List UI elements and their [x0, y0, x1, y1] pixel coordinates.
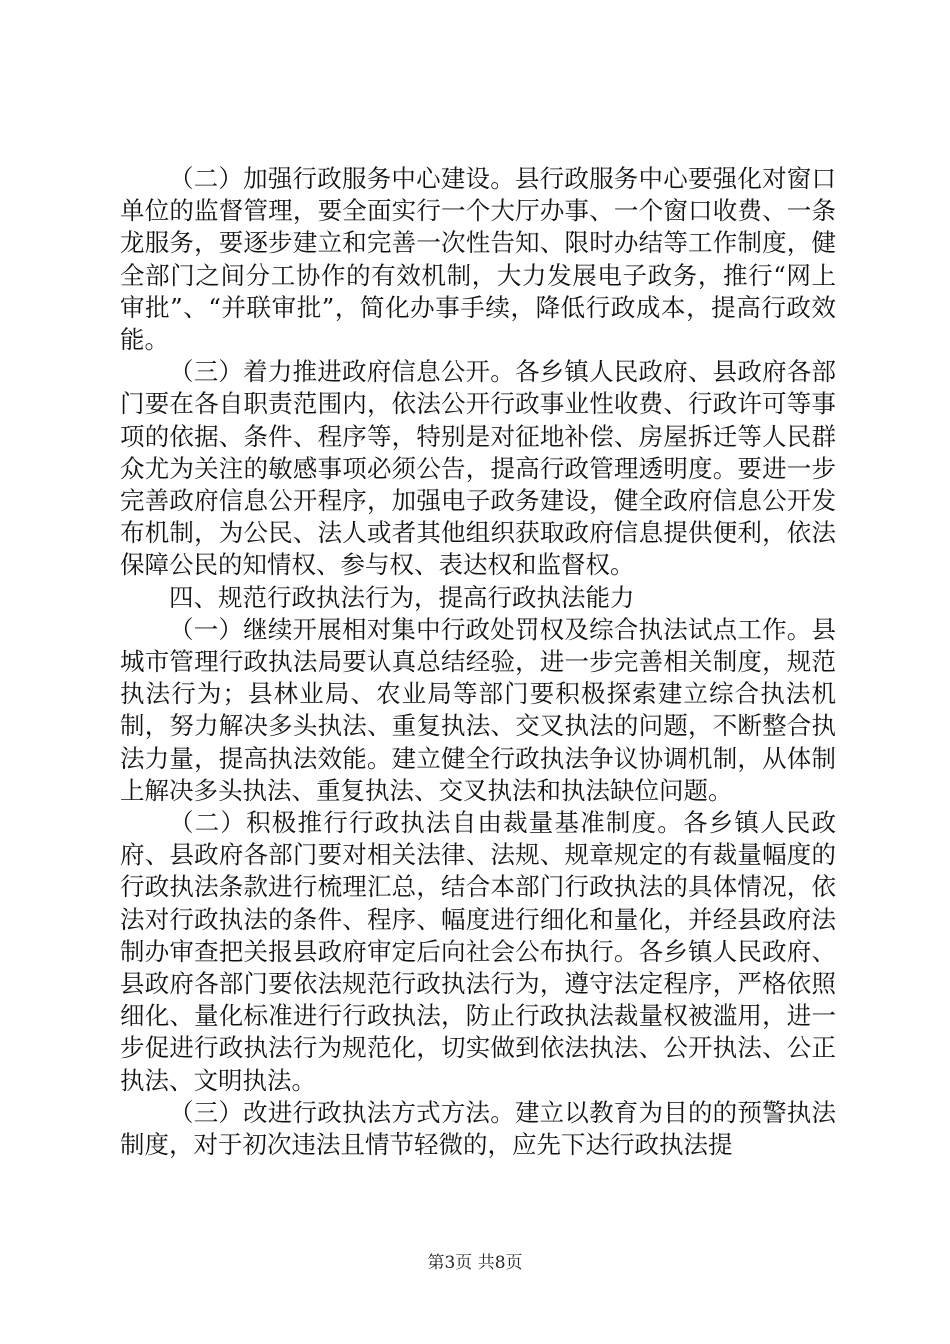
paragraph-enforcement-methods: （三）改进行政执法方式方法。建立以教育为目的的预警执法制度，对于初次违法且情节轻微的，应先下达行政执法提: [120, 1097, 836, 1160]
paragraph-discretion-standard: （二）积极推行行政执法自由裁量基准制度。各乡镇人民政府、县政府各部门要对相关法律、法规、规章规定的有裁量幅度的行政执法条款进行梳理汇总，结合本部门行政执法的具体情况，依法对行政执法的条件、程序、幅度进行细化和量化，并经县政府法制办审查把关报县政府审定后向社会公布执行。各乡镇人民政府、县政府各部门要依法规范行政执法行为，遵守法定程序，严格依照细化、量化标准进行行政执法，防止行政执法裁量权被滥用，进一步促进行政执法行为规范化，切实做到依法执法、公开执法、公正执法、文明执法。: [120, 808, 836, 1095]
paragraph-information-disclosure: （三）着力推进政府信息公开。各乡镇人民政府、县政府各部门要在各自职责范围内，依法公开行政事业性收费、行政许可等事项的依据、条件、程序等，特别是对征地补偿、房屋拆迁等人民群众尤为关注的敏感事项必须公告，提高行政管理透明度。要进一步完善政府信息公开程序，加强电子政务建设，健全政府信息公开发布机制，为公民、法人或者其他组织获取政府信息提供便利，依法保障公民的知情权、参与权、表达权和监督权。: [120, 357, 836, 580]
paragraph-centralized-penalty: （一）继续开展相对集中行政处罚权及综合执法试点工作。县城市管理行政执法局要认真总结经验，进一步完善相关制度，规范执法行为；县林业局、农业局等部门要积极探索建立综合执法机制，努力解决多头执法、重复执法、交叉执法的问题，不断整合执法力量，提高执法效能。建立健全行政执法争议协调机制，从体制上解决多头执法、重复执法、交叉执法和执法缺位问题。: [120, 614, 836, 805]
paragraph-service-center: （二）加强行政服务中心建设。县行政服务中心要强化对窗口单位的监督管理，要全面实行一个大厅办事、一个窗口收费、一条龙服务，要逐步建立和完善一次性告知、限时办结等工作制度，健全部门之间分工协作的有效机制，大力发展电子政务，推行“网上审批”、“并联审批”，简化办事手续，降低行政成本，提高行政效能。: [120, 164, 836, 355]
document-body: [120, 163, 836, 1161]
section-heading-law-enforcement: 四、规范行政执法行为，提高行政执法能力: [169, 582, 635, 612]
page-number-footer: 第3页 共8页: [427, 1253, 523, 1273]
